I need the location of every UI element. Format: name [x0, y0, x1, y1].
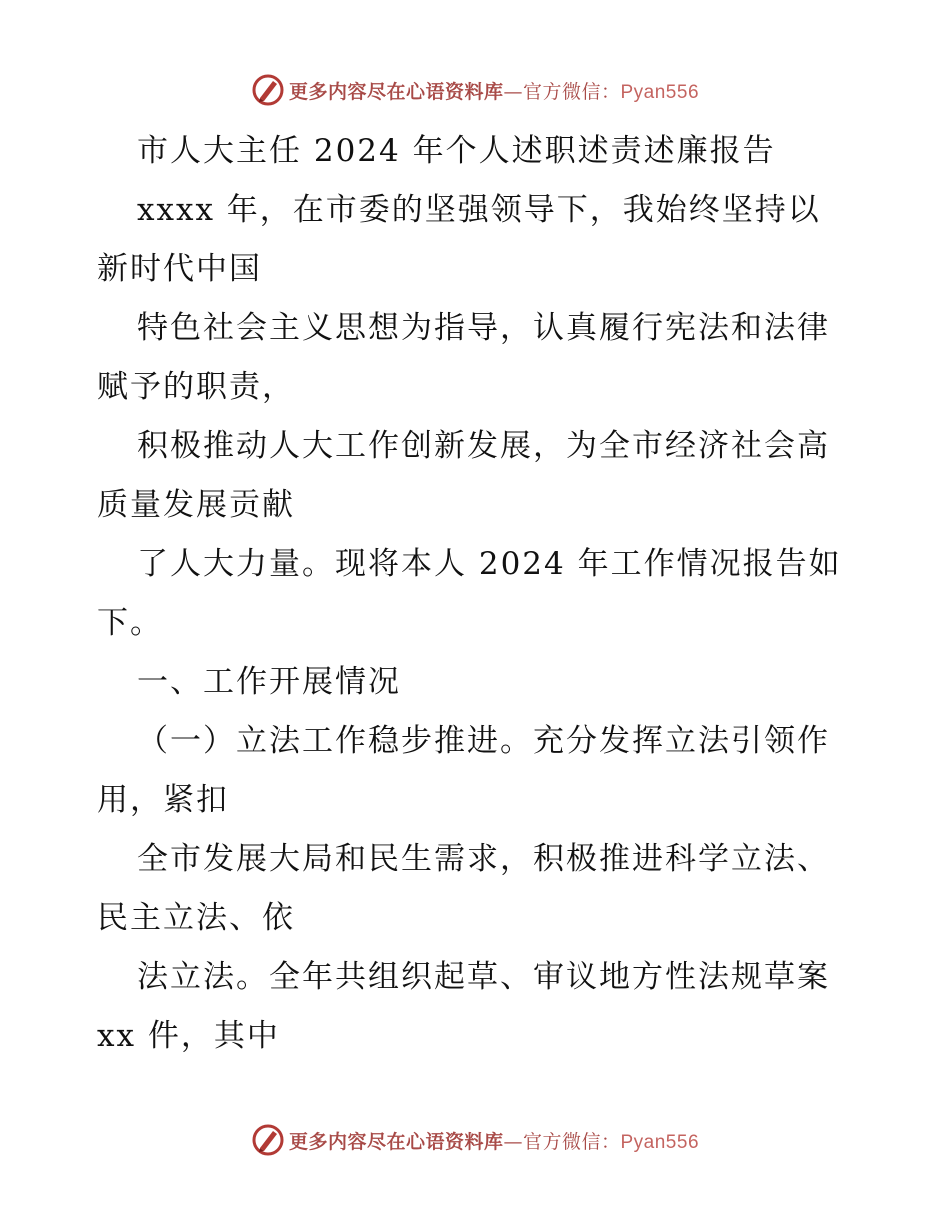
banner-wechat-label: 官方微信： [522, 80, 621, 103]
paragraph-line: （一）立法工作稳步推进。充分发挥立法引领作 [137, 723, 830, 759]
banner-separator: — [503, 80, 523, 103]
paragraph-line: 积极推动人大工作创新发展，为全市经济社会高 [137, 428, 830, 464]
banner-main-text: 更多内容尽在心语资料库 [288, 80, 504, 103]
paragraph-line: 下。 [97, 605, 163, 641]
paragraph-line: 赋予的职责， [97, 369, 295, 405]
document-body [97, 122, 857, 1066]
paragraph-line: 法立法。全年共组织起草、审议地方性法规草案 [137, 959, 830, 995]
paragraph-line: 了人大力量。现将本人 2024 年工作情况报告如 [137, 546, 842, 582]
paragraph-line: 特色社会主义思想为指导，认真履行宪法和法律 [137, 310, 830, 346]
paragraph-line: xx 件，其中 [97, 1018, 280, 1054]
header-watermark-banner [0, 68, 950, 112]
paragraph-line: 用，紧扣 [97, 782, 229, 818]
paragraph-line: 新时代中国 [97, 251, 262, 287]
document-title: 市人大主任 2024 年个人述职述责述廉报告 [137, 133, 776, 169]
banner-wechat-id: Pyan556 [620, 1131, 700, 1153]
paragraph-line: xxxx 年，在市委的坚强领导下，我始终坚持以 [137, 192, 821, 228]
banner-wechat-label: 官方微信： [522, 1130, 621, 1153]
pen-logo-icon [251, 1123, 285, 1157]
paragraph-line: 民主立法、依 [97, 900, 295, 936]
paragraph-line: 质量发展贡献 [97, 487, 295, 523]
section-heading: 一、工作开展情况 [137, 664, 401, 700]
banner-wechat-id: Pyan556 [620, 81, 700, 103]
pen-logo-icon [251, 73, 285, 107]
banner-text [289, 1127, 699, 1154]
banner-text [289, 77, 699, 104]
banner-main-text: 更多内容尽在心语资料库 [288, 1130, 504, 1153]
paragraph-line: 全市发展大局和民生需求，积极推进科学立法、 [137, 841, 830, 877]
footer-watermark-banner [0, 1118, 950, 1162]
banner-separator: — [503, 1130, 523, 1153]
